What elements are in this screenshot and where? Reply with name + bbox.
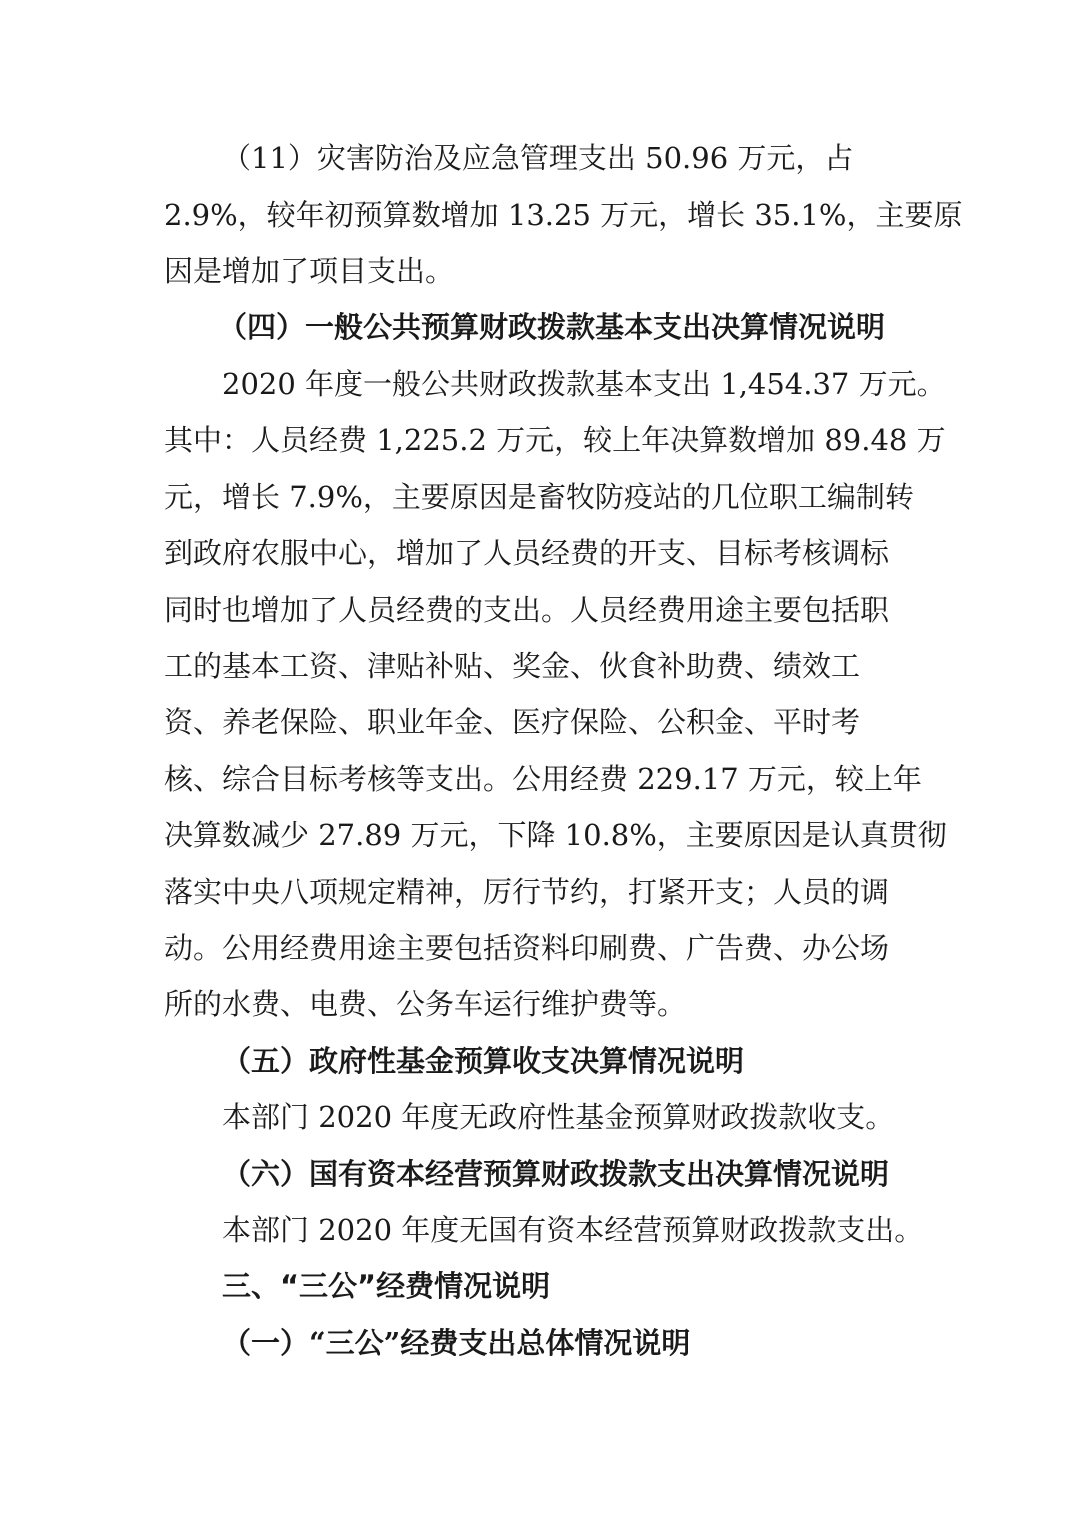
paragraph-line: 2.9%，较年初预算数增加 13.25 万元，增长 35.1%，主要原 <box>164 198 963 232</box>
paragraph-line: 因是增加了项目支出。 <box>164 254 455 288</box>
paragraph-line: 本部门 2020 年度无政府性基金预算财政拨款收支。 <box>222 1100 895 1134</box>
paragraph-line: 动。公用经费用途主要包括资料印刷费、广告费、办公场 <box>164 931 890 965</box>
section-heading: （五）政府性基金预算收支决算情况说明 <box>222 1044 745 1078</box>
paragraph-line: 到政府农服中心，增加了人员经费的开支、目标考核调标 <box>164 536 890 570</box>
paragraph-line: 2020 年度一般公共财政拨款基本支出 1,454.37 万元。 <box>222 367 946 401</box>
paragraph-line: 同时也增加了人员经费的支出。人员经费用途主要包括职 <box>164 593 890 627</box>
paragraph-line: （11）灾害防治及应急管理支出 50.96 万元，占 <box>222 141 854 175</box>
paragraph-line: 工的基本工资、津贴补贴、奖金、伙食补助费、绩效工 <box>164 649 861 683</box>
section-heading: （四）一般公共预算财政拨款基本支出决算情况说明 <box>218 310 886 344</box>
section-heading: （一）“三公”经费支出总体情况说明 <box>222 1326 691 1360</box>
paragraph-line: 其中：人员经费 1,225.2 万元，较上年决算数增加 89.48 万 <box>164 423 946 457</box>
paragraph-line: 核、综合目标考核等支出。公用经费 229.17 万元，较上年 <box>164 762 922 796</box>
paragraph-line: 本部门 2020 年度无国有资本经营预算财政拨款支出。 <box>222 1213 924 1247</box>
section-heading: （六）国有资本经营预算财政拨款支出决算情况说明 <box>222 1157 890 1191</box>
paragraph-line: 元，增长 7.9%，主要原因是畜牧防疫站的几位职工编制转 <box>164 480 914 514</box>
paragraph-line: 资、养老保险、职业年金、医疗保险、公积金、平时考 <box>164 705 861 739</box>
paragraph-line: 落实中央八项规定精神，厉行节约，打紧开支；人员的调 <box>164 875 890 909</box>
chapter-heading: 三、“三公”经费情况说明 <box>222 1269 551 1303</box>
paragraph-line: 决算数减少 27.89 万元，下降 10.8%，主要原因是认真贯彻 <box>164 818 947 852</box>
paragraph-line: 所的水费、电费、公务车运行维护费等。 <box>164 987 687 1021</box>
